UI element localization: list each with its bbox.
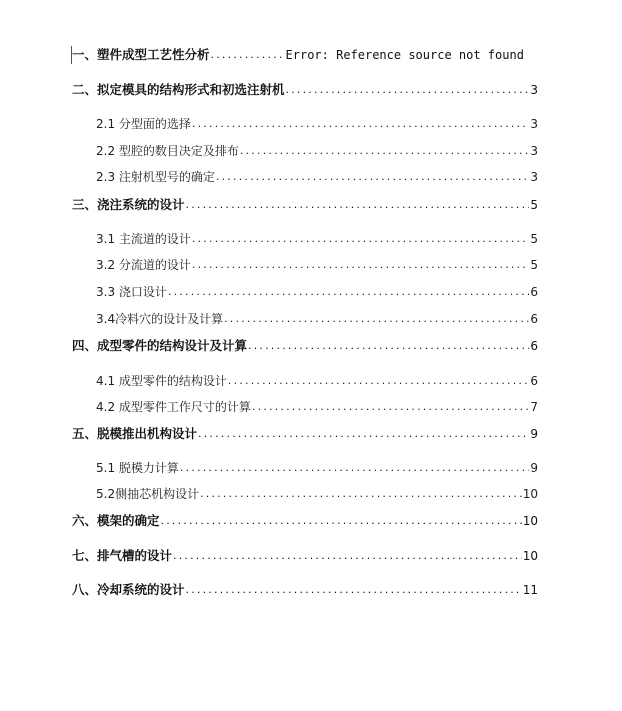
toc-entry[interactable] [96,459,538,477]
toc-page: 6 [530,374,538,388]
toc-page: 6 [530,312,538,326]
toc-page: 10 [522,514,538,528]
dot-leader [252,398,529,416]
dot-leader [286,81,530,99]
dot-leader [161,512,522,530]
toc-entry[interactable] [96,372,538,390]
toc-entry[interactable] [96,115,538,133]
toc-entry[interactable] [72,337,538,355]
toc-entry[interactable] [72,81,538,99]
toc-entry[interactable] [96,283,538,301]
toc-entry[interactable] [96,142,538,160]
dot-leader [192,256,529,274]
toc-entry[interactable] [96,230,538,248]
toc-entry[interactable] [96,398,538,416]
toc-page: 3 [530,83,538,97]
toc-entry[interactable] [72,547,538,565]
toc-page: 9 [530,427,538,441]
dot-leader [173,547,522,565]
dot-leader [216,168,529,186]
dot-leader [211,46,285,64]
toc-page: 3 [530,170,538,184]
toc-entry[interactable] [96,485,538,503]
toc-page: 9 [530,461,538,475]
toc-title: 2.1 分型面的选择 [96,117,191,131]
toc-entry[interactable] [96,256,538,274]
toc-title: 3.1 主流道的设计 [96,232,191,246]
dot-leader [240,142,529,160]
dot-leader [228,372,529,390]
dot-leader [180,459,529,477]
dot-leader [224,310,529,328]
toc-entry[interactable] [72,196,538,214]
toc-title: 一、塑件成型工艺性分析 [72,47,210,62]
toc-title: 七、排气槽的设计 [72,548,173,563]
toc-title: 三、浇注系统的设计 [72,197,185,212]
toc-page: 10 [522,549,538,563]
toc-entry[interactable] [72,581,538,599]
toc-page: 3 [530,117,538,131]
dot-leader [200,485,522,503]
toc-title: 3.2 分流道的设计 [96,258,191,272]
toc-page: 7 [530,400,538,414]
toc-entry[interactable] [72,512,538,530]
toc-page: Error: Reference source not found [285,48,524,62]
toc-title: 5.1 脱模力计算 [96,461,179,475]
toc-page: 10 [522,487,538,501]
toc-title: 八、冷却系统的设计 [72,582,185,597]
dot-leader [248,337,529,355]
toc-title: 3.3 浇口设计 [96,285,167,299]
dot-leader [192,115,529,133]
dot-leader [198,425,529,443]
toc-entry[interactable] [96,310,538,328]
toc-title: 4.2 成型零件工作尺寸的计算 [96,400,251,414]
toc-title: 二、拟定模具的结构形式和初选注射机 [72,82,285,97]
toc-entry[interactable] [72,46,538,64]
toc-title: 四、成型零件的结构设计及计算 [72,338,248,353]
toc-title: 4.1 成型零件的结构设计 [96,374,227,388]
toc-entry[interactable] [72,425,538,443]
toc-title: 2.3 注射机型号的确定 [96,170,215,184]
dot-leader [192,230,529,248]
toc-page: 11 [522,583,538,597]
dot-leader [186,581,522,599]
toc-page: 6 [530,339,538,353]
dot-leader [186,196,530,214]
toc-page: 5 [530,232,538,246]
toc-page: 6 [530,285,538,299]
dot-leader [168,283,529,301]
toc-title: 3.4冷料穴的设计及计算 [96,312,224,326]
toc-title: 5.2侧抽芯机构设计 [96,487,200,501]
toc-entry[interactable] [96,168,538,186]
toc-title: 五、脱模推出机构设计 [72,426,198,441]
toc-page: 5 [530,198,538,212]
toc-title: 2.2 型腔的数目决定及排布 [96,144,239,158]
toc-page: 3 [530,144,538,158]
toc-page: 5 [530,258,538,272]
toc-title: 六、模架的确定 [72,513,160,528]
